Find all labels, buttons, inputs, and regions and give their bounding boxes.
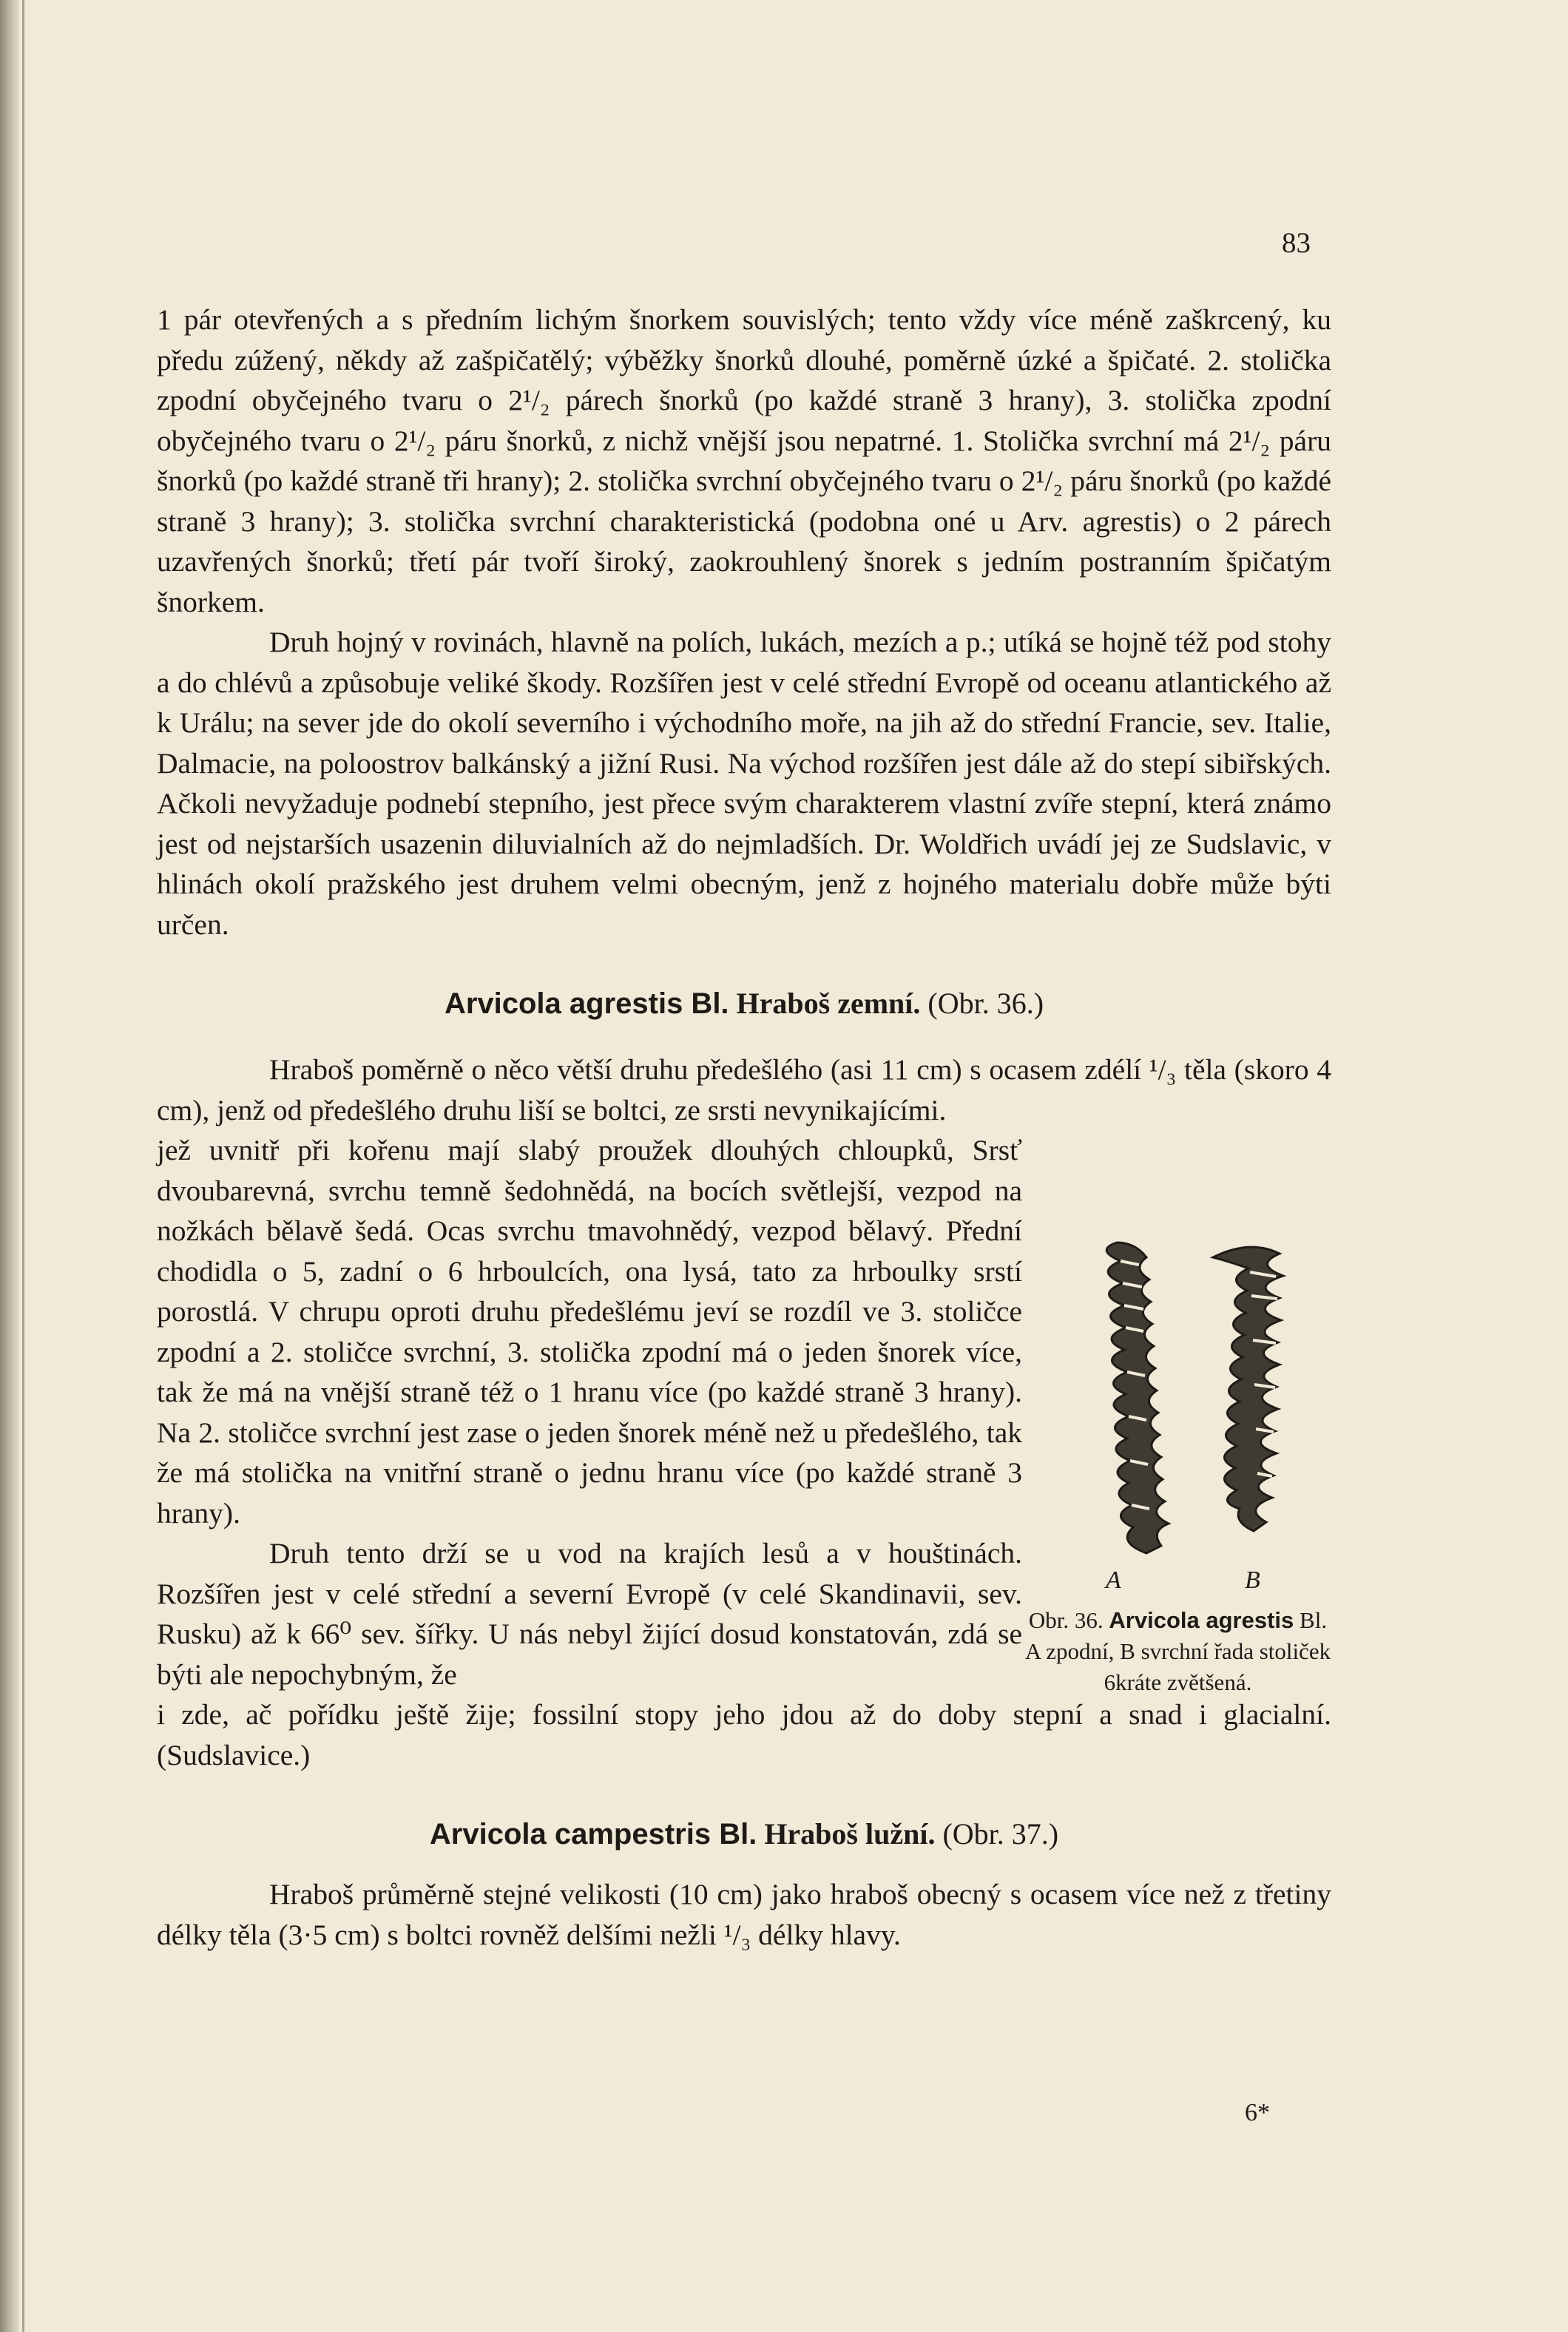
species-heading-agrestis: [157, 986, 1331, 1033]
caption-text: Bl. A zpodní, B svrchní řada stoliček 6kráte zvětšená.: [1024, 1607, 1331, 1695]
gutter-line: [22, 0, 24, 2332]
spacer: [157, 1033, 1331, 1050]
paragraph-agrestis-distribution: Druh tento drží se u vod na krajích lesů a v houštinách. Rozšířen jest v celé střední a severní Evropě (v celé Skandinavii, sev. Rusku) až k 66⁰ sev. šířky. U nás nebyl žijící dosud konstatován, zdá se býti ale nepochybným, že: [157, 1537, 1022, 1691]
paragraph-agrestis-description: jež uvnitř při kořenu mají slabý proužek dlouhých chloupků, Srsť dvoubarevná, svrchu temně šedohnědá, na bocích světlejší, vezpod na nožkách bělavě šedá. Ocas svrchu tmavohnědý, vezpod bělavý. Přední chodidla o 5, zadní o 6 hrboulcích, ona lysá, tato za hrboulky srstí porostlá. V chrupu oproti druhu předešlému jeví se rozdíl ve 3. stoličce zpodní a 2. stoličce svrchní, 3. stolička zpodní má o jeden šnorek více, tak že má na vnější straně též o 1 hranu více (po každé straně 3 hrany). Na 2. stoličce svrchní jest zase o jeden šnorek méně než u předešlého, tak že má stolička na vnitřní straně o jednu hranu více (po každé straně 3 hrany).: [157, 1134, 1022, 1530]
book-spine-shadow: [0, 0, 19, 2332]
molar-row-b: [1213, 1247, 1283, 1531]
molar-row-a: [1106, 1243, 1169, 1553]
heading-latin-name: Arvicola agrestis Bl.: [444, 987, 729, 1020]
heading-figure-ref: (Obr. 36.): [927, 987, 1044, 1020]
paragraph-agrestis-intro: Hraboš poměrně o něco větší druhu předešlého (asi 11 cm) s ocasem zdélí ¹/₃ těla (skoro 4 cm), jenž od předešlého druhu liší se boltci, ze srsti nevynikajícími.: [157, 1053, 1331, 1126]
paragraph-distribution: Druh hojný v rovinách, hlavně na polích, lukách, mezích a p.; utíká se hojně též pod stohy a do chlévů a způsobuje veliké škody. Rozšířen jest v celé střední Evropě od oceanu atlantického až k Urálu; na sever jde do okolí severního i východního moře, na jih až do střední Francie, sev. Italie, Dalmacie, na poloostrov balkánský a jižní Rusi. Na východ rozšířen jest dále až do stepí sibiřských. Ačkoli nevyžaduje podnebí stepního, jest přece svým charakterem vlastní zvíře stepní, která známo jest od nejstarších usazenin diluvialních až do nejmladších. Dr. Woldřich uvádí jej ze Sudslavic, v hlinách okolí pražského jest druhem velmi obecným, jenž z hojného materialu dobře může býti určen.: [157, 626, 1331, 941]
printer-signature: 6*: [1245, 2099, 1270, 2126]
spacer: [157, 1864, 1331, 1874]
heading-latin-name: Arvicola campestris Bl.: [429, 1818, 757, 1851]
caption-species: Arvicola agrestis: [1109, 1607, 1294, 1633]
species-heading-campestris: [157, 1816, 1331, 1864]
heading-czech-name: Hraboš zemní.: [736, 987, 921, 1020]
caption-prefix: Obr. 36.: [1028, 1607, 1104, 1633]
paragraph-agrestis-fossil: i zde, ač pořídku ještě žije; fossilní stopy jeho jdou až do doby stepní a snad i glacialní. (Sudslavice.): [157, 1698, 1331, 1771]
heading-figure-ref: (Obr. 37.): [942, 1817, 1059, 1851]
figure-caption: [1024, 1605, 1331, 1698]
paragraph-molar-description: 1 pár otevřených a s předním lichým šnorkem souvislých; tento vždy více méně zaškrcený, ku předu zúžený, někdy až zašpičatělý; výběžky šnorků dlouhé, poměrně úzké a špičaté. 2. stolička zpodní obyčejného tvaru o 2¹/₂ párech šnorků (po každé straně 3 hrany), 3. stolička zpodní obyčejného tvaru o 2¹/₂ páru šnorků, z nichž vnější jsou nepatrné. 1. Stolička svrchní má 2¹/₂ páru šnorků (po každé straně tři hrany); 2. stolička svrchní obyčejného tvaru o 2¹/₂ páru šnorků (po každé straně 3 hrany); 3. stolička svrchní charakteristická (podobna oné u Arv. agrestis) o 2 párech uzavřených šnorků; třetí pár tvoří široký, zaokrouhlený šnorek s jedním postranním špičatým šnorkem.: [157, 303, 1331, 618]
heading-czech-name: Hraboš lužní.: [764, 1817, 936, 1851]
spacer: [157, 1775, 1331, 1816]
figure-36: [1024, 1228, 1331, 1734]
figure-label-b: B: [1245, 1567, 1260, 1594]
spacer: [157, 944, 1331, 986]
figure-label-a: A: [1106, 1567, 1121, 1594]
molar-row-illustration: [1065, 1228, 1317, 1583]
paragraph-campestris-intro: Hraboš průměrně stejné velikosti (10 cm) jako hraboš obecný s ocasem více než z třetiny délky těla (3·5 cm) s boltci rovněž delšími nežli ¹/₃ délky hlavy.: [157, 1878, 1331, 1951]
page-number: 83: [1282, 227, 1311, 259]
